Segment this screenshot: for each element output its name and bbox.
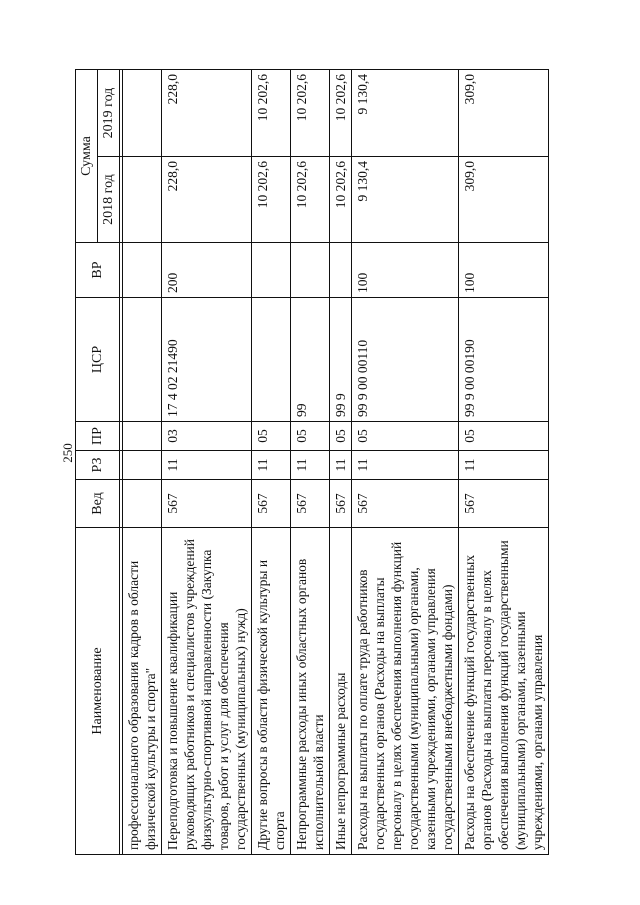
cell-csr: 99 xyxy=(291,298,330,422)
budget-table xyxy=(75,69,549,855)
cell-name: профессионального образования кадров в области физической культуры и спорта" xyxy=(123,528,162,855)
cell-2019: 228,0 xyxy=(162,70,252,157)
cell-ved: 567 xyxy=(162,480,252,528)
cell-2018: 10 202,6 xyxy=(330,157,352,243)
cell-pr: 03 xyxy=(162,422,252,451)
cell-pr: 05 xyxy=(252,422,291,451)
table-row xyxy=(162,70,252,855)
cell-2019: 10 202,6 xyxy=(291,70,330,157)
cell-rz: 11 xyxy=(352,451,459,480)
cell-name: Расходы на обеспечение функций государственных органов (Расходы на выплаты персоналу в целях обеспечения выполнения функций государственными (муниципальными) органами, казенными учреждениями, органами управления xyxy=(459,528,549,855)
cell-name: Другие вопросы в области физической культуры и спорта xyxy=(252,528,291,855)
cell-2019: 10 202,6 xyxy=(330,70,352,157)
cell-rz: 11 xyxy=(291,451,330,480)
col-header-vr: ВР xyxy=(76,243,120,298)
cell-csr: 99 9 xyxy=(330,298,352,422)
cell-rz: 11 xyxy=(252,451,291,480)
cell-csr xyxy=(252,298,291,422)
cell-rz xyxy=(123,451,162,480)
cell-pr: 05 xyxy=(330,422,352,451)
cell-ved: 567 xyxy=(252,480,291,528)
cell-ved: 567 xyxy=(330,480,352,528)
cell-2018 xyxy=(123,157,162,243)
cell-ved: 567 xyxy=(291,480,330,528)
cell-csr: 99 9 00 00190 xyxy=(459,298,549,422)
cell-vr xyxy=(252,243,291,298)
col-header-name: Наименование xyxy=(76,528,120,855)
cell-vr: 100 xyxy=(459,243,549,298)
cell-vr xyxy=(123,243,162,298)
table-row xyxy=(291,70,330,855)
cell-name: Непрограммные расходы иных областных органов исполнительной власти xyxy=(291,528,330,855)
cell-2018: 10 202,6 xyxy=(291,157,330,243)
cell-vr: 200 xyxy=(162,243,252,298)
cell-2019: 309,0 xyxy=(459,70,549,157)
rotated-page-content xyxy=(75,70,605,855)
table-row xyxy=(352,70,459,855)
table-row xyxy=(123,70,162,855)
cell-csr: 17 4 02 21490 xyxy=(162,298,252,422)
cell-2019 xyxy=(123,70,162,157)
col-header-csr: ЦСР xyxy=(76,298,120,422)
cell-ved xyxy=(123,480,162,528)
table-row xyxy=(330,70,352,855)
table-row xyxy=(459,70,549,855)
cell-2019: 10 202,6 xyxy=(252,70,291,157)
header-row xyxy=(76,70,98,855)
cell-csr: 99 9 00 00110 xyxy=(352,298,459,422)
cell-name: Иные непрограммные расходы xyxy=(330,528,352,855)
cell-vr xyxy=(330,243,352,298)
page-number: 250 xyxy=(59,443,75,463)
cell-pr xyxy=(123,422,162,451)
cell-pr: 05 xyxy=(291,422,330,451)
cell-2019: 9 130,4 xyxy=(352,70,459,157)
cell-rz: 11 xyxy=(330,451,352,480)
col-header-2019: 2019 год xyxy=(98,70,120,157)
cell-rz: 11 xyxy=(459,451,549,480)
col-header-sum: Сумма xyxy=(76,70,98,243)
cell-pr: 05 xyxy=(459,422,549,451)
cell-2018: 10 202,6 xyxy=(252,157,291,243)
col-header-pr: ПР xyxy=(76,422,120,451)
col-header-rz: РЗ xyxy=(76,451,120,480)
cell-csr xyxy=(123,298,162,422)
cell-2018: 309,0 xyxy=(459,157,549,243)
cell-vr xyxy=(291,243,330,298)
table-row xyxy=(252,70,291,855)
cell-ved: 567 xyxy=(459,480,549,528)
cell-vr: 100 xyxy=(352,243,459,298)
cell-pr: 05 xyxy=(352,422,459,451)
cell-2018: 9 130,4 xyxy=(352,157,459,243)
cell-name: Переподготовка и повышение квалификации руководящих работников и специалистов учреждений физкультурно-спортивной направленности (Закупка товаров, работ и услуг для обеспечения государственных (муниципальных) нужд) xyxy=(162,528,252,855)
col-header-ved: Вед xyxy=(76,480,120,528)
cell-ved: 567 xyxy=(352,480,459,528)
col-header-2018: 2018 год xyxy=(98,157,120,243)
cell-name: Расходы на выплаты по оплате труда работников государственных органов (Расходы на выплаты персоналу в целях обеспечения выполнения функций государственными (муниципальными) органами, казенными учреждениями, органами управления государственными внебюджетными фондами) xyxy=(352,528,459,855)
cell-2018: 228,0 xyxy=(162,157,252,243)
cell-rz: 11 xyxy=(162,451,252,480)
